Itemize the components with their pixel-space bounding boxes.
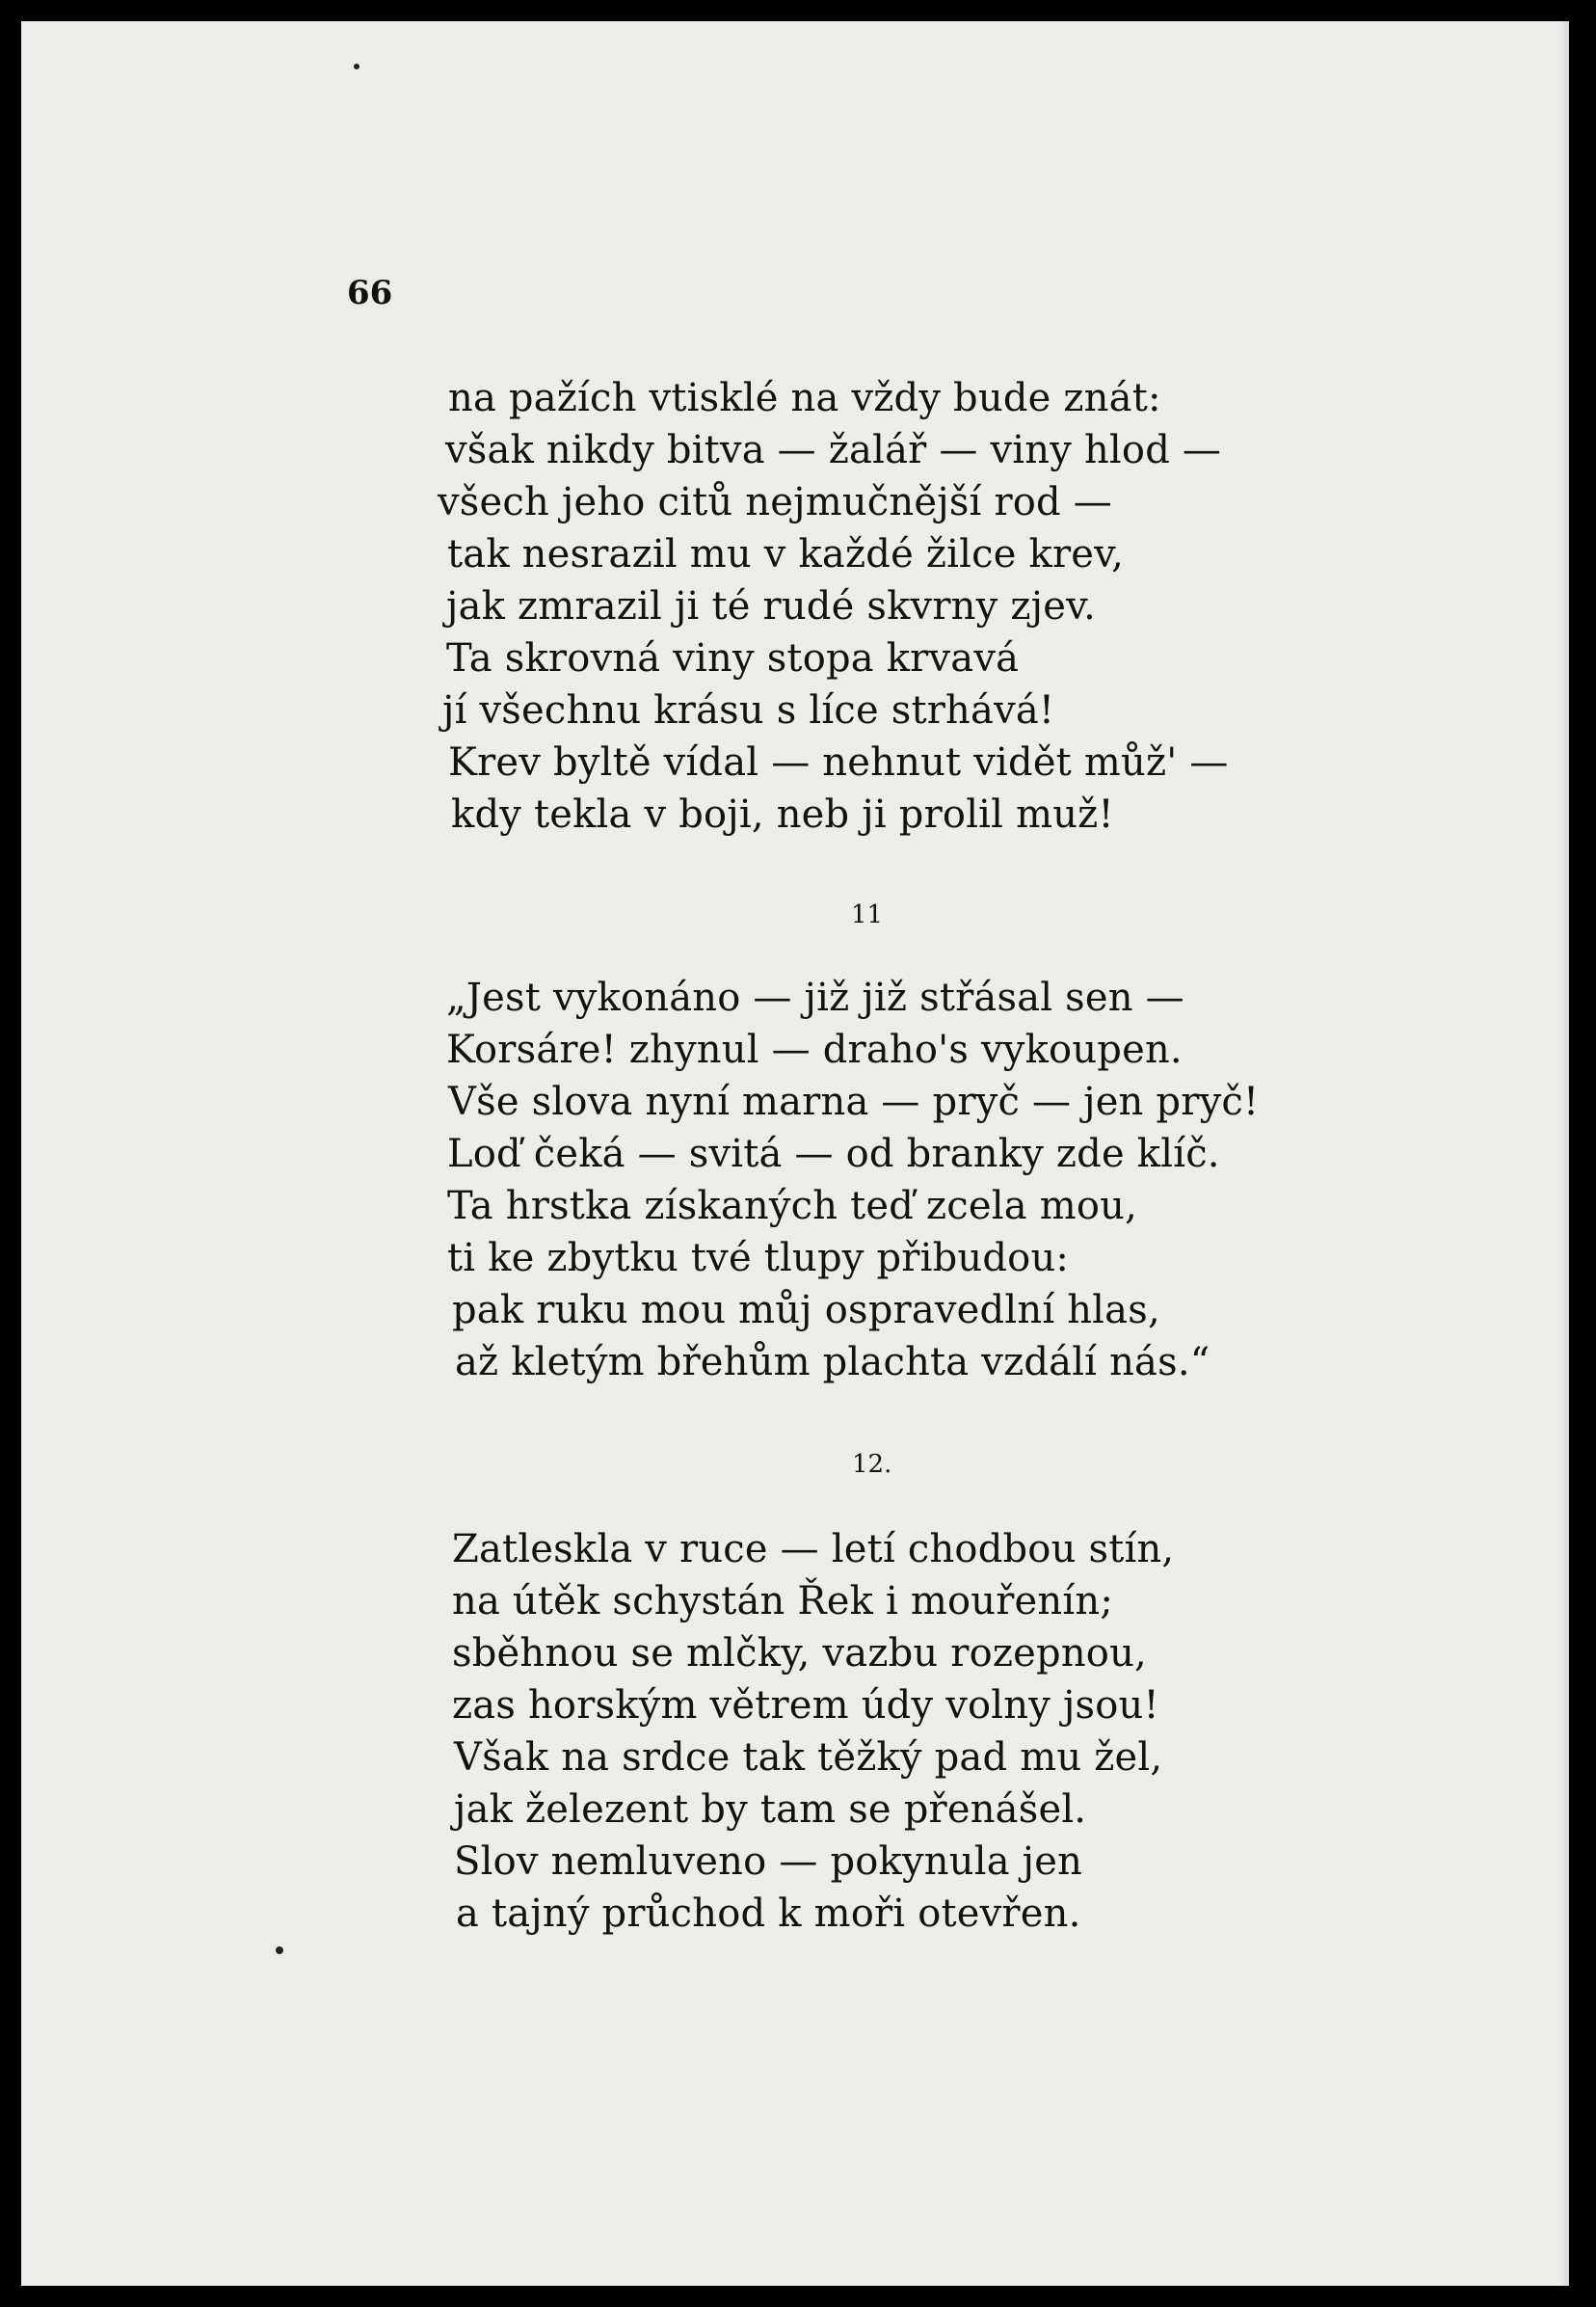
poem-line: sběhnou se mlčky, vazbu rozepnou,: [452, 1631, 1147, 1676]
page-edge-shadow: [1559, 21, 1569, 2286]
poem-line: Krev byltě vídal — nehnut vidět můž' —: [448, 740, 1229, 785]
poem-line: na pažích vtisklé na vždy bude znát:: [448, 376, 1161, 420]
poem-line: Loď čeká — svitá — od branky zde klíč.: [447, 1132, 1220, 1176]
ink-speck: [276, 1946, 283, 1954]
poem-line: zas horským větrem údy volny jsou!: [452, 1683, 1159, 1728]
ink-speck: [354, 64, 359, 69]
page-number: 66: [347, 274, 393, 312]
poem-line: „Jest vykonáno — již již střásal sen —: [446, 976, 1184, 1020]
book-page: [21, 21, 1569, 2286]
poem-line: Slov nemluveno — pokynula jen: [454, 1839, 1083, 1884]
section-number: 12.: [852, 1450, 892, 1479]
poem-line: jak zmrazil ji té rudé skvrny zjev.: [446, 584, 1097, 629]
poem-line: jak železent by tam se přenášel.: [454, 1787, 1087, 1832]
poem-line: kdy tekla v boji, neb ji prolil muž!: [451, 792, 1114, 837]
poem-line: Zatleskla v ruce — letí chodbou stín,: [452, 1527, 1175, 1571]
poem-line: jí všechnu krásu s líce strhává!: [442, 688, 1055, 733]
poem-line: všech jeho citů nejmučnější rod —: [438, 480, 1112, 524]
poem-line: Korsáre! zhynul — draho's vykoupen.: [446, 1028, 1183, 1072]
poem-line: Však na srdce tak těžký pad mu žel,: [454, 1735, 1163, 1780]
poem-line: ti ke zbytku tvé tlupy přibudou:: [447, 1236, 1070, 1280]
poem-line: Vše slova nyní marna — pryč — jen pryč!: [448, 1080, 1260, 1124]
poem-line: tak nesrazil mu v každé žilce krev,: [447, 532, 1125, 577]
poem-line: však nikdy bitva — žalář — viny hlod —: [445, 428, 1222, 472]
poem-line: na útěk schystán Řek i mouřenín;: [452, 1579, 1114, 1623]
poem-line: až kletým břehům plachta vzdálí nás.“: [455, 1340, 1210, 1384]
poem-line: pak ruku mou můj ospravedlní hlas,: [452, 1288, 1160, 1332]
section-number: 11: [851, 900, 884, 929]
poem-line: Ta skrovná viny stopa krvavá: [446, 636, 1020, 681]
poem-line: a tajný průchod k moři otevřen.: [456, 1891, 1081, 1936]
poem-line: Ta hrstka získaných teď zcela mou,: [447, 1184, 1137, 1228]
